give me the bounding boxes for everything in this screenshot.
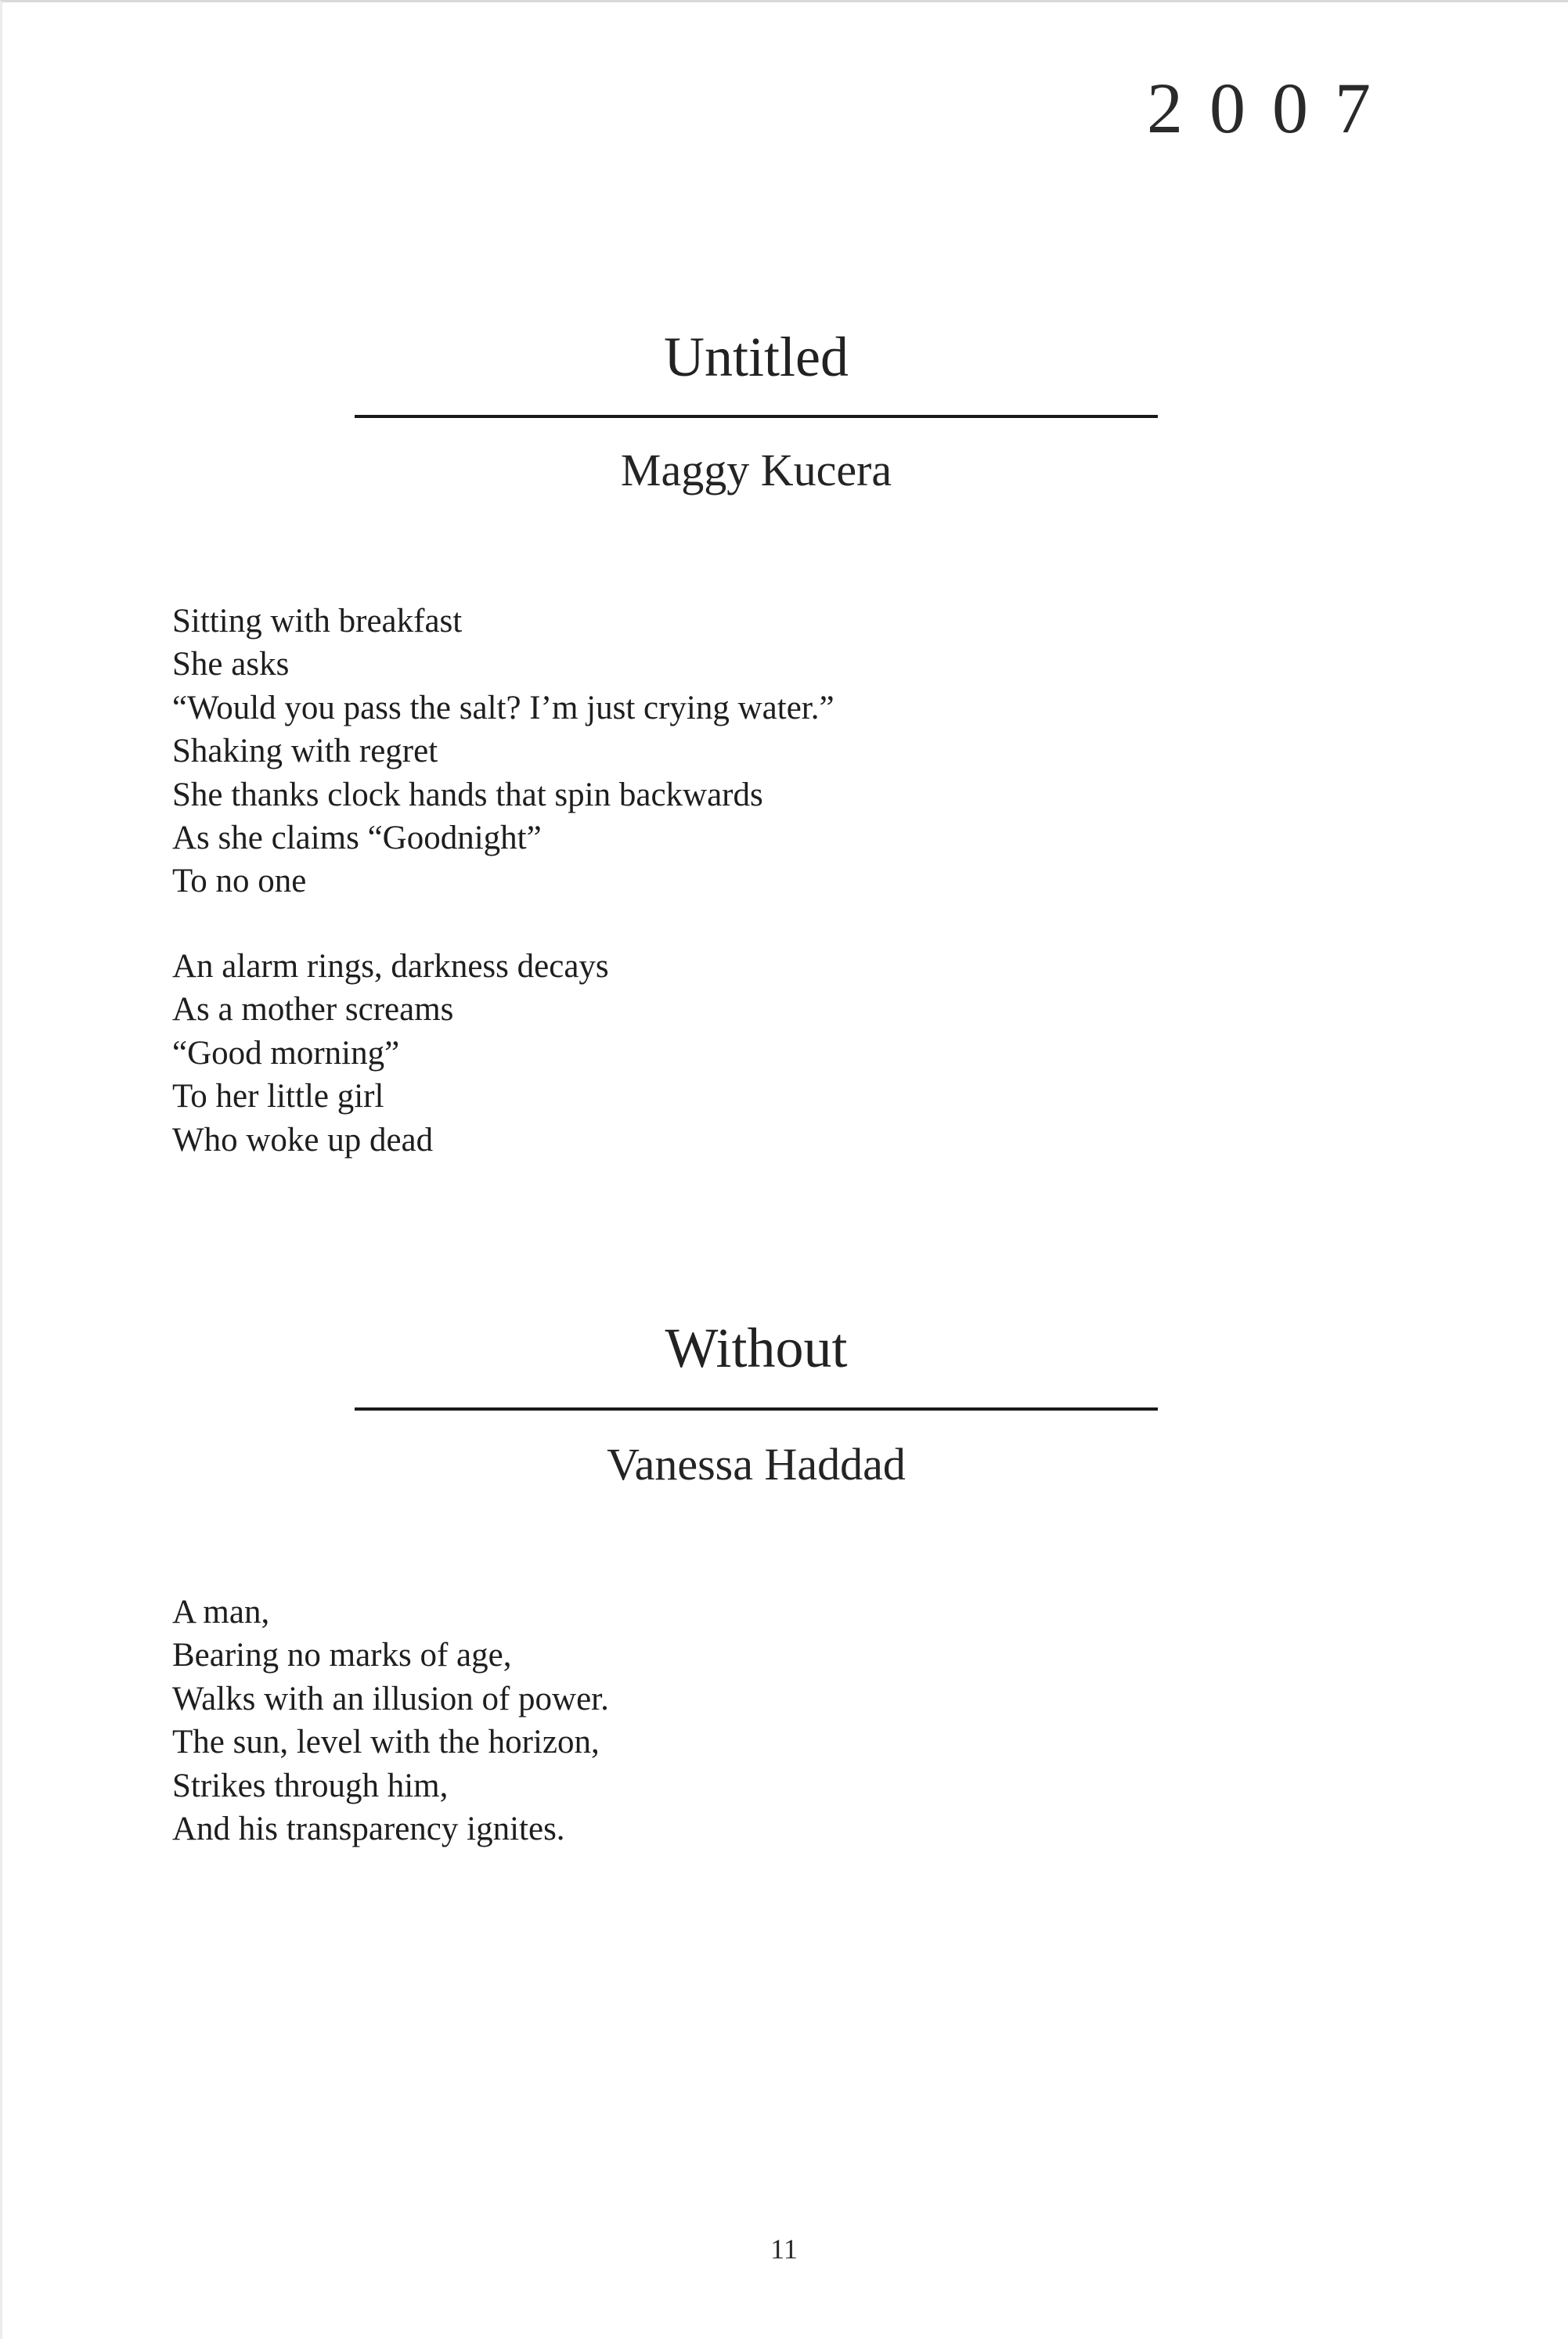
- poem-line: As a mother screams: [172, 991, 454, 1029]
- poem-author: Maggy Kucera: [620, 445, 892, 496]
- poem-line: Strikes through him,: [172, 1767, 449, 1804]
- poem-line: Shaking with regret: [172, 733, 438, 770]
- poem-line: As she claims “Goodnight”: [172, 820, 542, 857]
- poem-line: Walks with an illusion of power.: [172, 1680, 609, 1717]
- poem-header: [355, 1317, 1158, 1490]
- poem-line: She thanks clock hands that spin backwards: [172, 776, 763, 813]
- poem-title: Without: [665, 1317, 848, 1379]
- title-rule: [355, 1407, 1158, 1411]
- poem-line: Sitting with breakfast: [172, 603, 463, 640]
- poem-line: “Would you pass the salt? I’m just crying water.”: [172, 689, 834, 726]
- poem-title: Untitled: [664, 326, 849, 388]
- poem-line: She asks: [172, 646, 290, 683]
- poem-line: Who woke up dead: [172, 1121, 434, 1159]
- poem-author: Vanessa Haddad: [607, 1439, 906, 1490]
- poem-line: The sun, level with the horizon,: [172, 1724, 600, 1761]
- poem-stanza: [172, 945, 609, 1162]
- title-rule: [355, 415, 1158, 418]
- poem-line: To no one: [172, 863, 307, 900]
- poem-line: And his transparency ignites.: [172, 1811, 565, 1848]
- poem-stanza: [172, 1591, 609, 1851]
- poem-header: [355, 326, 1158, 496]
- poem-line: A man,: [172, 1594, 270, 1631]
- page-number: 11: [770, 2233, 798, 2265]
- poem-line: An alarm rings, darkness decays: [172, 948, 609, 985]
- poem-line: “Good morning”: [172, 1034, 400, 1072]
- year-heading: 2007: [1147, 68, 1397, 148]
- poem-stanza: [172, 600, 834, 903]
- poem-line: To her little girl: [172, 1078, 384, 1115]
- poem-line: Bearing no marks of age,: [172, 1637, 512, 1674]
